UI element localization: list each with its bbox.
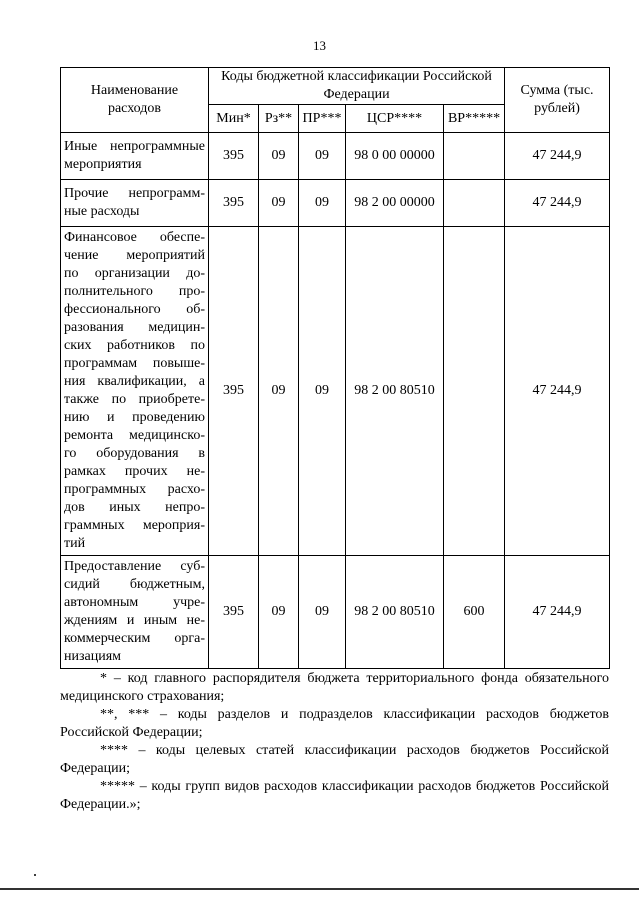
cell-name-line: автономным учре-: [64, 595, 205, 610]
table-row: [61, 556, 610, 669]
cell-name-line: дов иных непро-: [64, 500, 205, 515]
cell-name-line: мероприятия: [64, 157, 142, 172]
footnote: * – код главного распорядителя бюджета территориального фонда обязательного медицинского страхования;: [60, 671, 609, 704]
cell-name: [61, 133, 209, 180]
scan-dot: [34, 874, 36, 876]
footnote: **** – коды целевых статей классификации расходов бюджетов Российской Федерации;: [60, 743, 609, 776]
footnote: **, *** – коды разделов и подразделов классификации расходов бюджетов Российской Федерации;: [60, 707, 609, 740]
cell-name-line: ния квалификации, а: [64, 374, 205, 389]
header-name: Наименование расходов: [61, 68, 209, 133]
cell-name-line: ских работников по: [64, 338, 205, 353]
header-rz: Рз**: [259, 105, 299, 133]
cell-name-line: чение мероприятий: [64, 248, 205, 263]
cell-name-line: Иные непрограммные: [64, 139, 205, 154]
cell-min: 395: [209, 180, 259, 227]
cell-csr: 98 2 00 80510: [346, 556, 444, 669]
cell-name-line: Предоставление суб-: [64, 559, 205, 574]
cell-name-line: ремонта медицинско-: [64, 428, 205, 443]
cell-name-line: по организации до-: [64, 266, 205, 281]
budget-table: [60, 67, 610, 669]
cell-min: 395: [209, 556, 259, 669]
cell-name-line: тий: [64, 536, 86, 551]
cell-pr: 09: [299, 180, 346, 227]
cell-csr: 98 2 00 80510: [346, 227, 444, 556]
cell-name: [61, 556, 209, 669]
cell-pr: 09: [299, 133, 346, 180]
cell-name-line: ждениям и иным не-: [64, 613, 205, 628]
cell-vr: [444, 227, 505, 556]
cell-name-line: го оборудования в: [64, 446, 205, 461]
table-row: [61, 227, 610, 556]
page-number: 13: [313, 38, 326, 53]
cell-min: 395: [209, 133, 259, 180]
footnotes: [60, 670, 609, 814]
cell-name-line: разования медицин-: [64, 320, 205, 335]
cell-sum: 47 244,9: [505, 180, 610, 227]
header-codes-group: Коды бюджетной классификации Российской Федерации: [209, 68, 505, 105]
cell-vr: [444, 180, 505, 227]
header-vr: ВР*****: [444, 105, 505, 133]
cell-name-line: коммерческим орга-: [64, 631, 205, 646]
table-body: [61, 133, 610, 669]
cell-name-line: сидий бюджетным,: [64, 577, 205, 592]
cell-csr: 98 2 00 00000: [346, 180, 444, 227]
cell-rz: 09: [259, 180, 299, 227]
cell-name-line: программных расхо-: [64, 482, 205, 497]
table-row: [61, 180, 610, 227]
cell-rz: 09: [259, 133, 299, 180]
cell-rz: 09: [259, 227, 299, 556]
cell-sum: 47 244,9: [505, 556, 610, 669]
cell-name-line: ные расходы: [64, 204, 140, 219]
cell-name: [61, 180, 209, 227]
cell-name-line: низациям: [64, 649, 122, 664]
cell-name-line: программам повыше-: [64, 356, 205, 371]
cell-name-line: также по приобрете-: [64, 392, 205, 407]
cell-pr: 09: [299, 227, 346, 556]
cell-name-line: Финансовое обеспе-: [64, 230, 205, 245]
cell-csr: 98 0 00 00000: [346, 133, 444, 180]
header-min: Мин*: [209, 105, 259, 133]
cell-name-line: Прочие непрограмм-: [64, 186, 205, 201]
bottom-rule: [0, 888, 639, 890]
header-csr: ЦСР****: [346, 105, 444, 133]
footnote: ***** – коды групп видов расходов классификации расходов бюджетов Российской Федерации.»;: [60, 779, 609, 812]
cell-vr: 600: [444, 556, 505, 669]
cell-name-line: рамках прочих не-: [64, 464, 205, 479]
cell-pr: 09: [299, 556, 346, 669]
cell-min: 395: [209, 227, 259, 556]
cell-rz: 09: [259, 556, 299, 669]
cell-name: [61, 227, 209, 556]
cell-sum: 47 244,9: [505, 227, 610, 556]
cell-vr: [444, 133, 505, 180]
cell-name-line: фессионального об-: [64, 302, 205, 317]
cell-name-line: полнительного про-: [64, 284, 205, 299]
cell-sum: 47 244,9: [505, 133, 610, 180]
cell-name-line: нию и проведению: [64, 410, 205, 425]
header-sum: Сумма (тыс. рублей): [505, 68, 610, 133]
table-row: [61, 133, 610, 180]
cell-name-line: граммных мероприя-: [64, 518, 205, 533]
header-pr: ПР***: [299, 105, 346, 133]
